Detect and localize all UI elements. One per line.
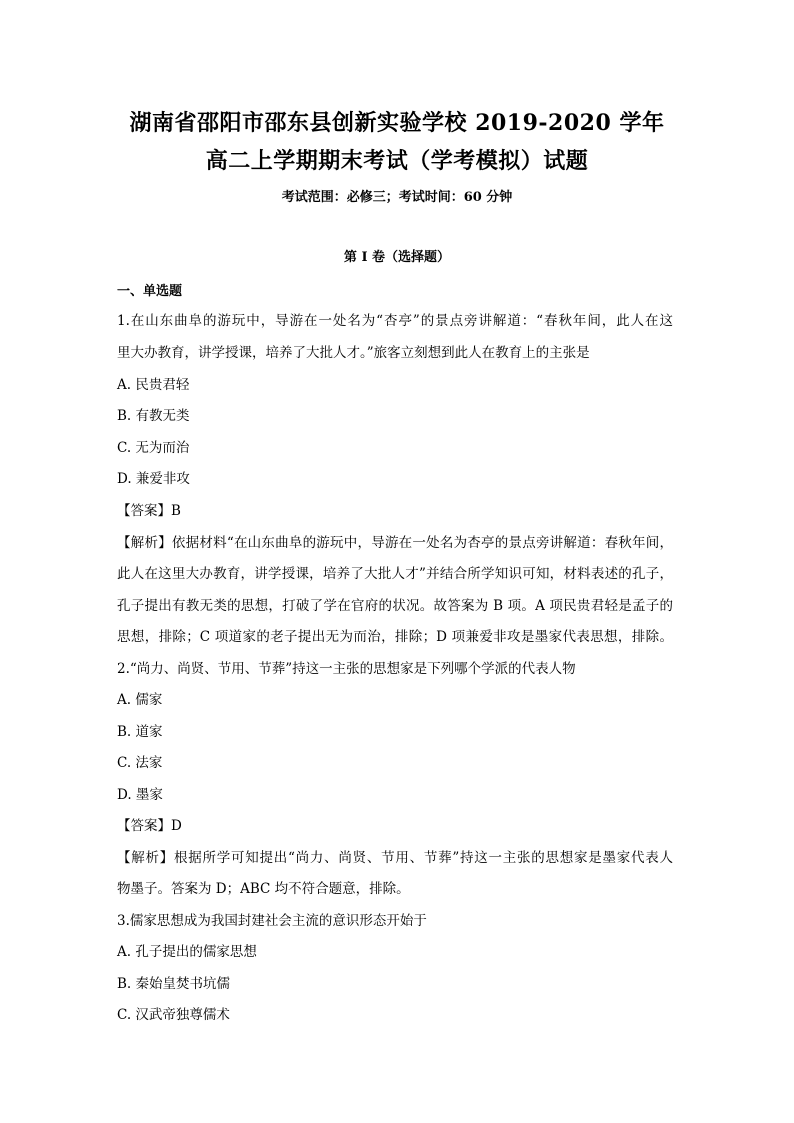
exam-info: 考试范围：必修三；考试时间：60 分钟 xyxy=(281,190,513,205)
question-2-analysis-line1: 【解析】根据所学可知提出“尚力、尚贤、节用、节葬”持这一主张的思想家是墨家代表人 xyxy=(117,850,673,866)
part-title: 第 I 卷（选择题） xyxy=(343,250,451,265)
question-1-analysis-line4: 思想，排除；C 项道家的老子提出无为而治，排除；D 项兼爱非攻是墨家代表思想，排除。 xyxy=(117,629,673,645)
document-title-line2: 高二上学期期末考试（学考模拟）试题 xyxy=(205,148,589,174)
question-3-option-a: A. 孔子提出的儒家思想 xyxy=(117,944,257,960)
question-1-stem-line1: 1.在山东曲阜的游玩中，导游在一处名为“杏亭”的景点旁讲解道：“春秋年间，此人在这 xyxy=(117,313,673,329)
question-1-stem-line2: 里大办教育，讲学授课，培养了大批人才。”旅客立刻想到此人在教育上的主张是 xyxy=(117,345,590,361)
question-1-option-a: A. 民贵君轻 xyxy=(117,377,190,393)
section-title: 一、单选题 xyxy=(117,284,183,299)
question-1-option-c: C. 无为而治 xyxy=(117,440,190,456)
question-2-stem: 2.“尚力、尚贤、节用、节葬”持这一主张的思想家是下列哪个学派的代表人物 xyxy=(117,661,576,677)
question-2-option-a: A. 儒家 xyxy=(117,692,163,708)
question-1-option-d: D. 兼爱非攻 xyxy=(117,471,190,487)
question-2-answer: 【答案】D xyxy=(117,818,182,834)
question-3-option-c: C. 汉武帝独尊儒术 xyxy=(117,1007,230,1023)
question-1-answer: 【答案】B xyxy=(117,503,181,519)
question-3-option-b: B. 秦始皇焚书坑儒 xyxy=(117,976,231,992)
question-1-analysis-line3: 孔子提出有教无类的思想，打破了学在官府的状况。故答案为 B 项。A 项民贵君轻是孟子的 xyxy=(117,598,673,614)
question-2-option-c: C. 法家 xyxy=(117,755,163,771)
question-3-stem: 3.儒家思想成为我国封建社会主流的意识形态开始于 xyxy=(117,913,427,929)
document-title-line1: 湖南省邵阳市邵东县创新实验学校 2019-2020 学年 xyxy=(129,110,665,136)
question-2-option-d: D. 墨家 xyxy=(117,787,163,803)
question-2-analysis-line2: 物墨子。答案为 D；ABC 均不符合题意，排除。 xyxy=(117,881,410,897)
question-1-analysis-line2: 此人在这里大办教育，讲学授课，培养了大批人才”并结合所学知识可知，材料表述的孔子， xyxy=(117,566,673,582)
question-1-option-b: B. 有教无类 xyxy=(117,408,190,424)
question-2-option-b: B. 道家 xyxy=(117,724,163,740)
question-1-analysis-line1: 【解析】依据材料“在山东曲阜的游玩中，导游在一处名为杏亭的景点旁讲解道：春秋年间， xyxy=(117,535,673,551)
